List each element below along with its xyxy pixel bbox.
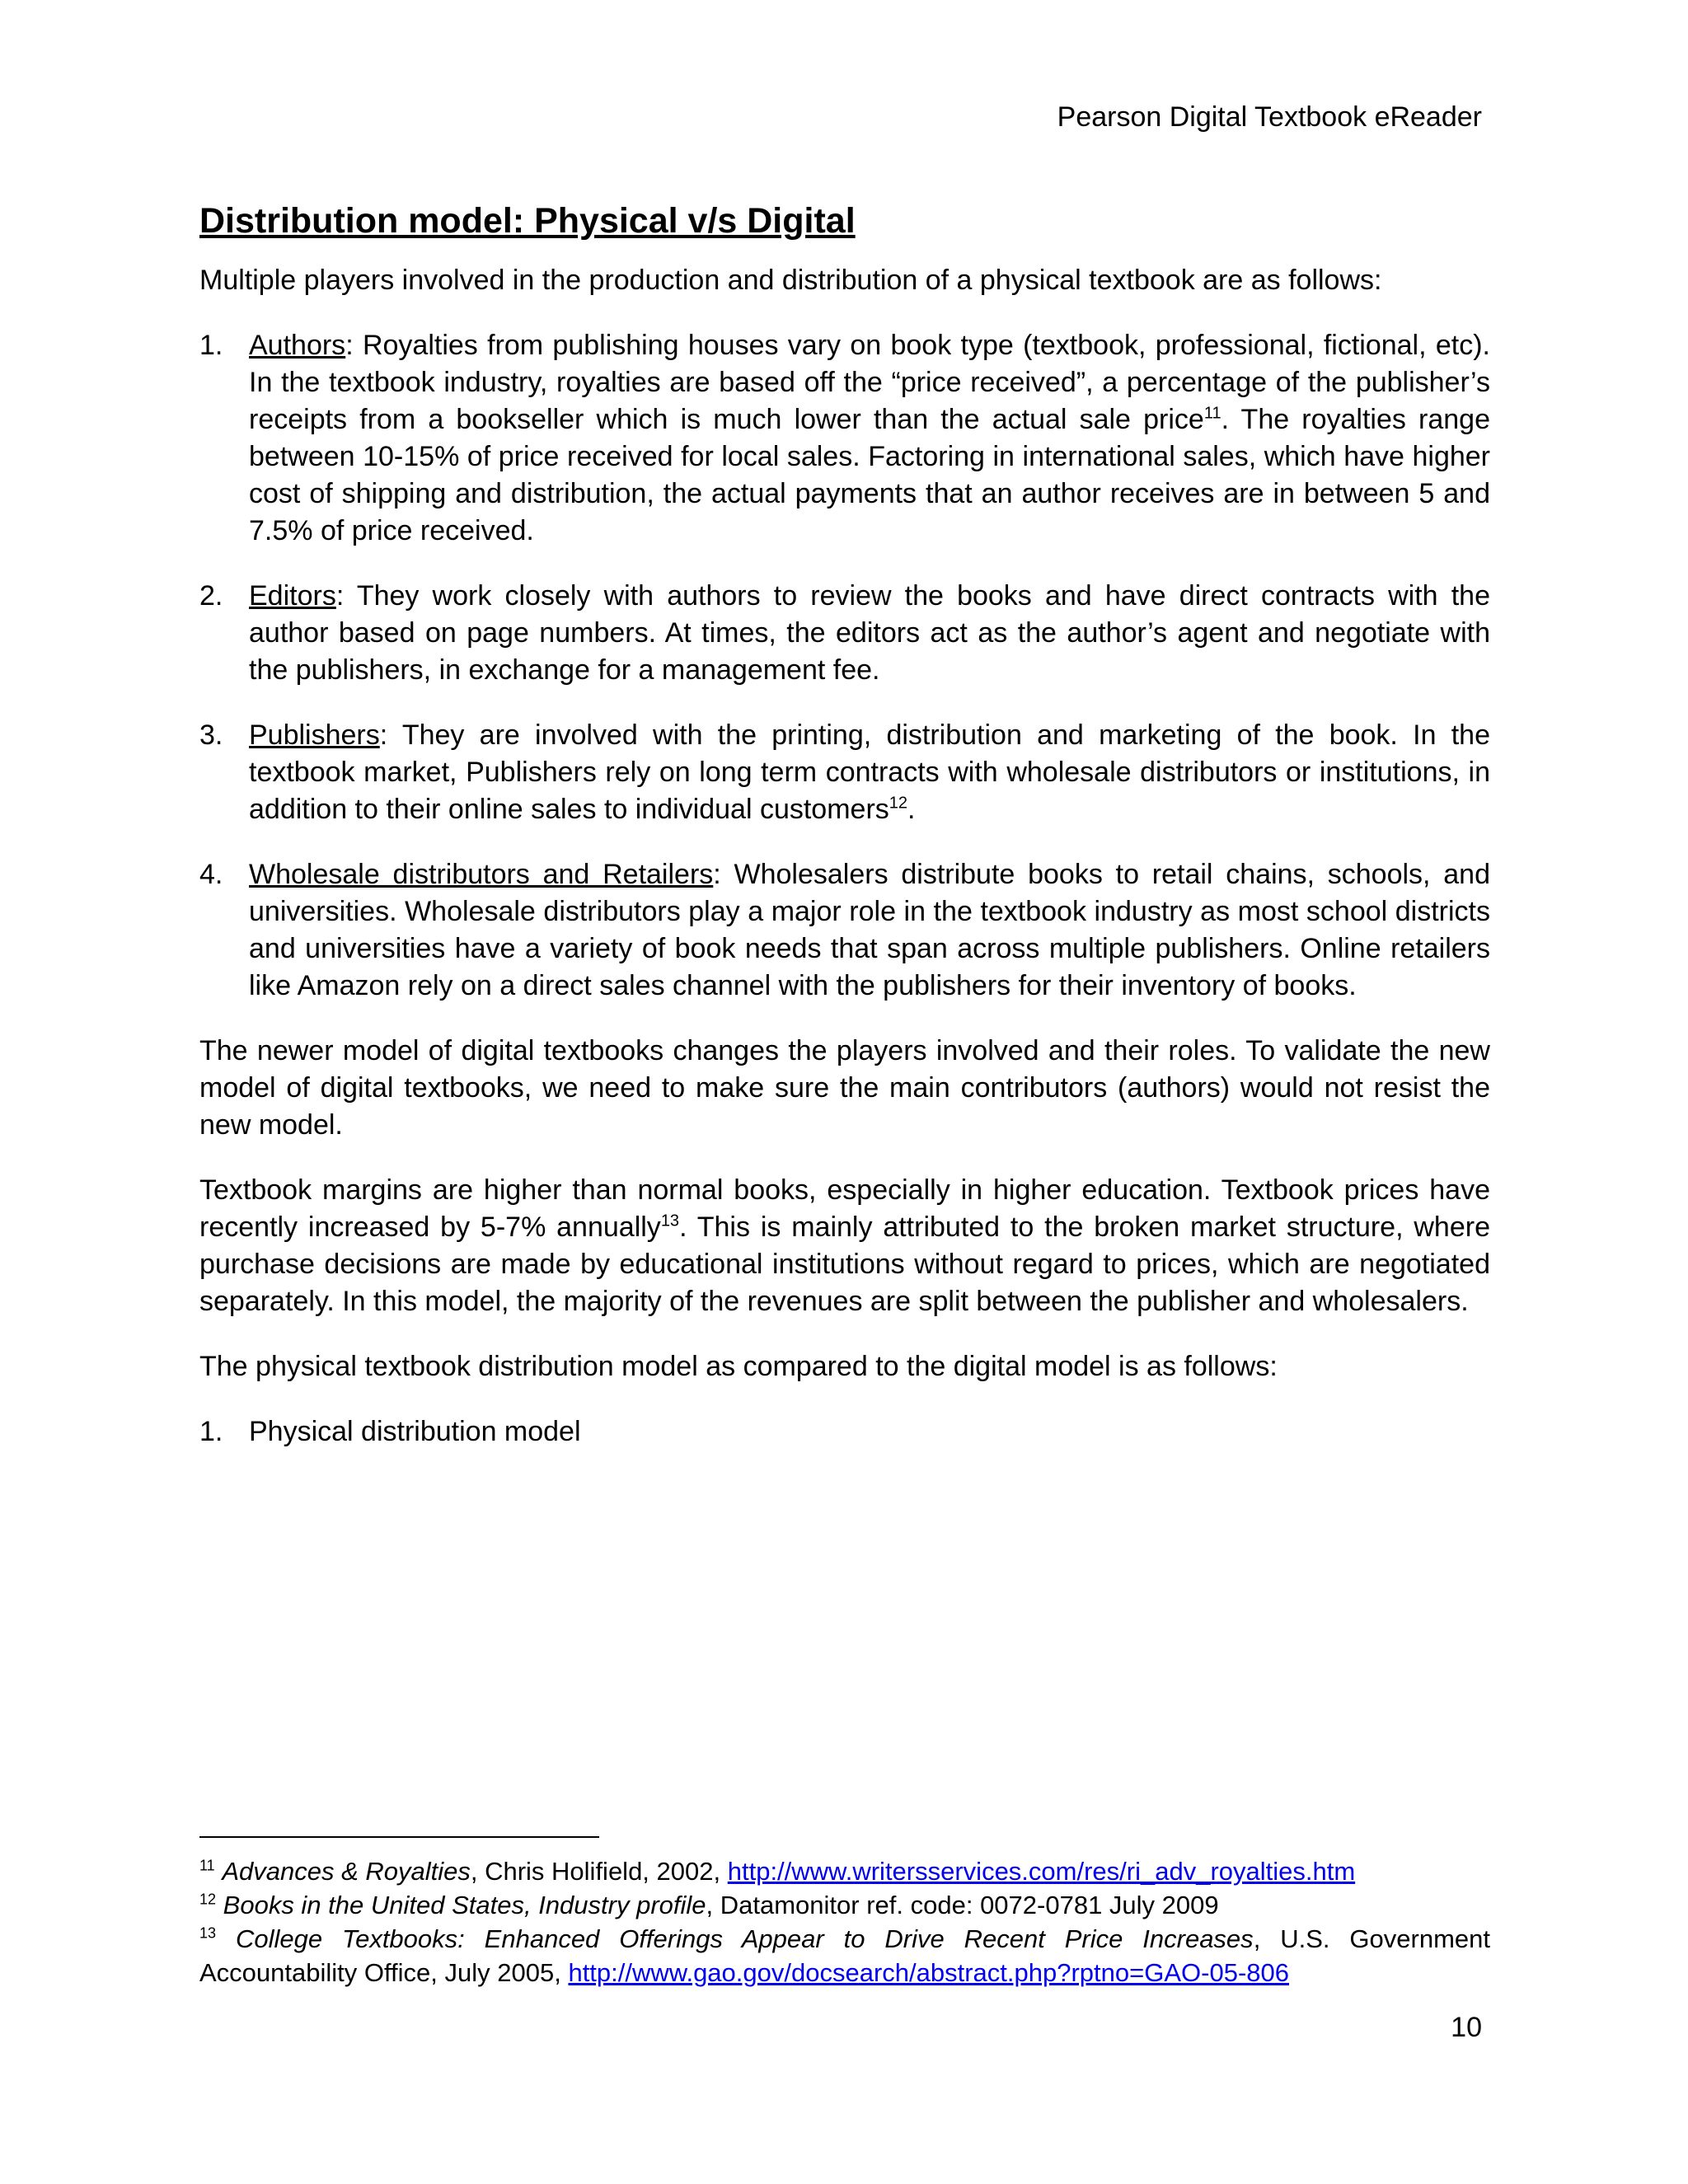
footnote-11 [199, 1854, 1490, 1888]
footnote-title: Books in the United States, Industry profile [223, 1891, 706, 1919]
section-title: Distribution model: Physical v/s Digital [199, 201, 856, 241]
footnote-ref-13: 13 [660, 1212, 680, 1230]
list-item-authors [199, 327, 1490, 550]
footnote-details: , Datamonitor ref. code: 0072-0781 July 2009 [706, 1891, 1219, 1919]
physical-model-label: Physical distribution model [249, 1416, 581, 1447]
list-item-wholesale [199, 856, 1490, 1005]
list-number: 3. [199, 719, 223, 751]
list-item-editors [199, 578, 1490, 689]
margins-paragraph [199, 1172, 1490, 1320]
list-number: 4. [199, 859, 223, 890]
margins-text: Textbook margins are higher than normal books, especially in higher education. Textbook prices have recently increased by 5-7% annually [199, 1174, 1490, 1243]
margins-text-continued: . This is mainly attributed to the broken market structure, where purchase decisions are made by educational institutions without regard to prices, which are negotiated separately. In this model, the majority of the revenues are split between the publisher and wholesalers. [199, 1212, 1490, 1317]
running-header: Pearson Digital Textbook eReader [1057, 101, 1482, 133]
footnote-13 [199, 1922, 1490, 1990]
footnote-title: College Textbooks: Enhanced Offerings Appear to Drive Recent Price Increases [235, 1924, 1254, 1953]
wholesale-text: : Wholesalers distribute books to retail chains, schools, and universities. Wholesale distributors play a major role in the textbook industry as most school districts and universities have a variety of book needs that span across multiple publishers. Online retailers like Amazon rely on a direct sales channel with the publishers for their inventory of books. [249, 859, 1490, 1001]
footnote-number: 13 [199, 1924, 217, 1942]
footnote-link-gao[interactable]: http://www.gao.gov/docsearch/abstract.php?rptno=GAO-05-806 [568, 1958, 1289, 1987]
players-list [199, 327, 1490, 1005]
term-editors: Editors [249, 580, 336, 612]
term-wholesale: Wholesale distributors and Retailers [249, 859, 714, 890]
footnotes [199, 1836, 1490, 1990]
list-number: 1. [199, 1416, 223, 1447]
footnote-number: 12 [199, 1891, 217, 1908]
footnote-details: , U.S. Government Accountability Office, July 2005, [199, 1924, 1490, 1987]
editors-text: : They work closely with authors to review the books and have direct contracts with the author based on page numbers. At times, the editors act as the author’s agent and negotiate with the publishers, in exchange for a management fee. [249, 580, 1490, 686]
comparison-paragraph: The physical textbook distribution model as compared to the digital model is as follows: [199, 1351, 1278, 1382]
authors-text-continued: . The royalties range between 10-15% of price received for local sales. Factoring in international sales, which have higher cost of shipping and distribution, the actual payments that an author receives are in between 5 and 7.5% of price received. [249, 404, 1491, 546]
main-content [199, 198, 1490, 1479]
term-publishers: Publishers [249, 719, 380, 751]
publishers-text-continued: . [907, 794, 916, 825]
newer-model-paragraph: The newer model of digital textbooks changes the players involved and their roles. To validate the new model of digital textbooks, we need to make sure the main contributors (authors) would not resist the new model. [199, 1035, 1490, 1141]
models-list [199, 1413, 1490, 1451]
footnote-divider [199, 1836, 599, 1838]
footnote-ref-12: 12 [889, 794, 908, 813]
footnote-number: 11 [199, 1857, 215, 1874]
footnote-title: Advances & Royalties [222, 1857, 471, 1886]
intro-paragraph: Multiple players involved in the production and distribution of a physical textbook are as follows: [199, 265, 1382, 296]
term-authors: Authors [249, 330, 346, 361]
list-number: 1. [199, 330, 223, 361]
footnote-12 [199, 1888, 1490, 1922]
footnote-link-writersservices[interactable]: http://www.writersservices.com/res/ri_adv_royalties.htm [727, 1857, 1356, 1886]
list-item-publishers [199, 717, 1490, 828]
page-number: 10 [1451, 2012, 1482, 2043]
publishers-text: : They are involved with the printing, distribution and marketing of the book. In the textbook market, Publishers rely on long term contracts with wholesale distributors or institutions, in addition to their online sales to individual customers [249, 719, 1490, 825]
footnote-ref-11: 11 [1203, 404, 1221, 423]
list-number: 2. [199, 580, 223, 612]
footnote-details: , Chris Holifield, 2002, [470, 1857, 728, 1886]
list-item-physical-model [199, 1413, 1490, 1451]
authors-text: : Royalties from publishing houses vary on book type (textbook, professional, fictional, etc). In the textbook industry, royalties are based off the “price received”, a percentage of the publisher’s receipts from a bookseller which is much lower than the actual sale price [249, 330, 1490, 435]
